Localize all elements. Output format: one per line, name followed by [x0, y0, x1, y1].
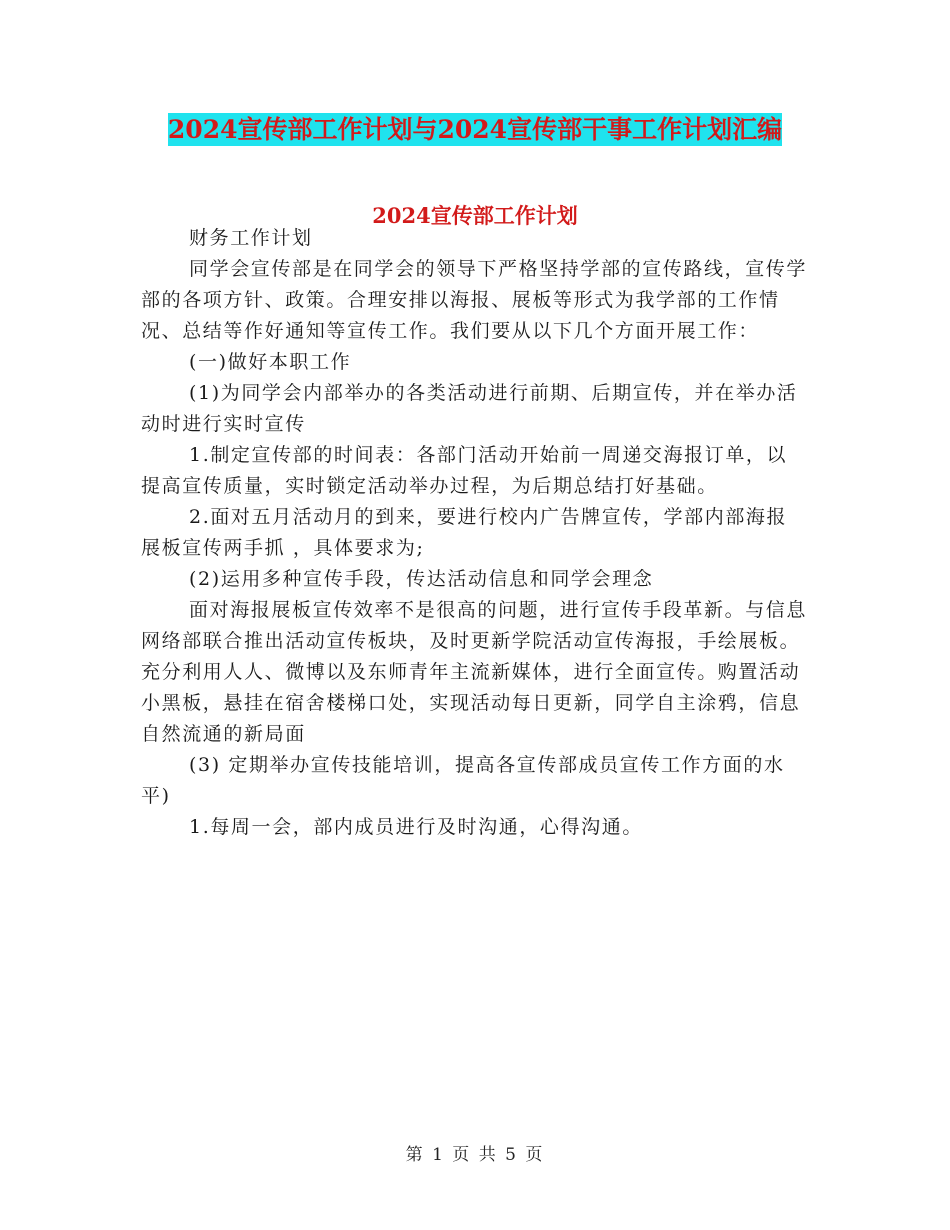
section-title: 2024宣传部工作计划 [372, 203, 578, 228]
paragraph: 1.每周一会，部内成员进行及时沟通，心得沟通。 [189, 816, 643, 838]
paragraph: (3) 定期举办宣传技能培训，提高各宣传部成员宣传工作方面的水平) [141, 754, 785, 807]
document-main-title [0, 112, 950, 148]
paragraph: (1)为同学会内部举办的各类活动进行前期、后期宣传，并在举办活动时进行实时宣传 [141, 382, 798, 435]
document-body [141, 223, 807, 843]
paragraph: (一)做好本职工作 [189, 351, 352, 373]
paragraph: 同学会宣传部是在同学会的领导下严格坚持学部的宣传路线，宣传学部的各项方针、政策。合理安排以海报、展板等形式为我学部的工作情况、总结等作好通知等宣传工作。我们要从以下几个方面开展工作： [141, 258, 808, 342]
paragraph: (2)运用多种宣传手段，传达活动信息和同学会理念 [189, 568, 654, 590]
paragraph: 2.面对五月活动月的到来，要进行校内广告牌宣传，学部内部海报展板宣传两手抓 ，具体要求为; [141, 506, 788, 559]
paragraph: 面对海报展板宣传效率不是很高的问题，进行宣传手段革新。与信息网络部联合推出活动宣传板块，及时更新学院活动宣传海报，手绘展板。充分利用人人、微博以及东师青年主流新媒体，进行全面宣传。购置活动小黑板，悬挂在宿舍楼梯口处，实现活动每日更新，同学自主涂鸦，信息自然流通的新局面 [141, 599, 808, 745]
paragraph: 财务工作计划 [189, 227, 313, 249]
main-title-highlight: 2024宣传部工作计划与2024宣传部干事工作计划汇编 [167, 115, 783, 144]
page-footer: 第 1 页 共 5 页 [405, 1145, 545, 1165]
paragraph: 1.制定宣传部的时间表：各部门活动开始前一周递交海报订单，以提高宣传质量，实时锁定活动举办过程，为后期总结打好基础。 [141, 444, 788, 497]
